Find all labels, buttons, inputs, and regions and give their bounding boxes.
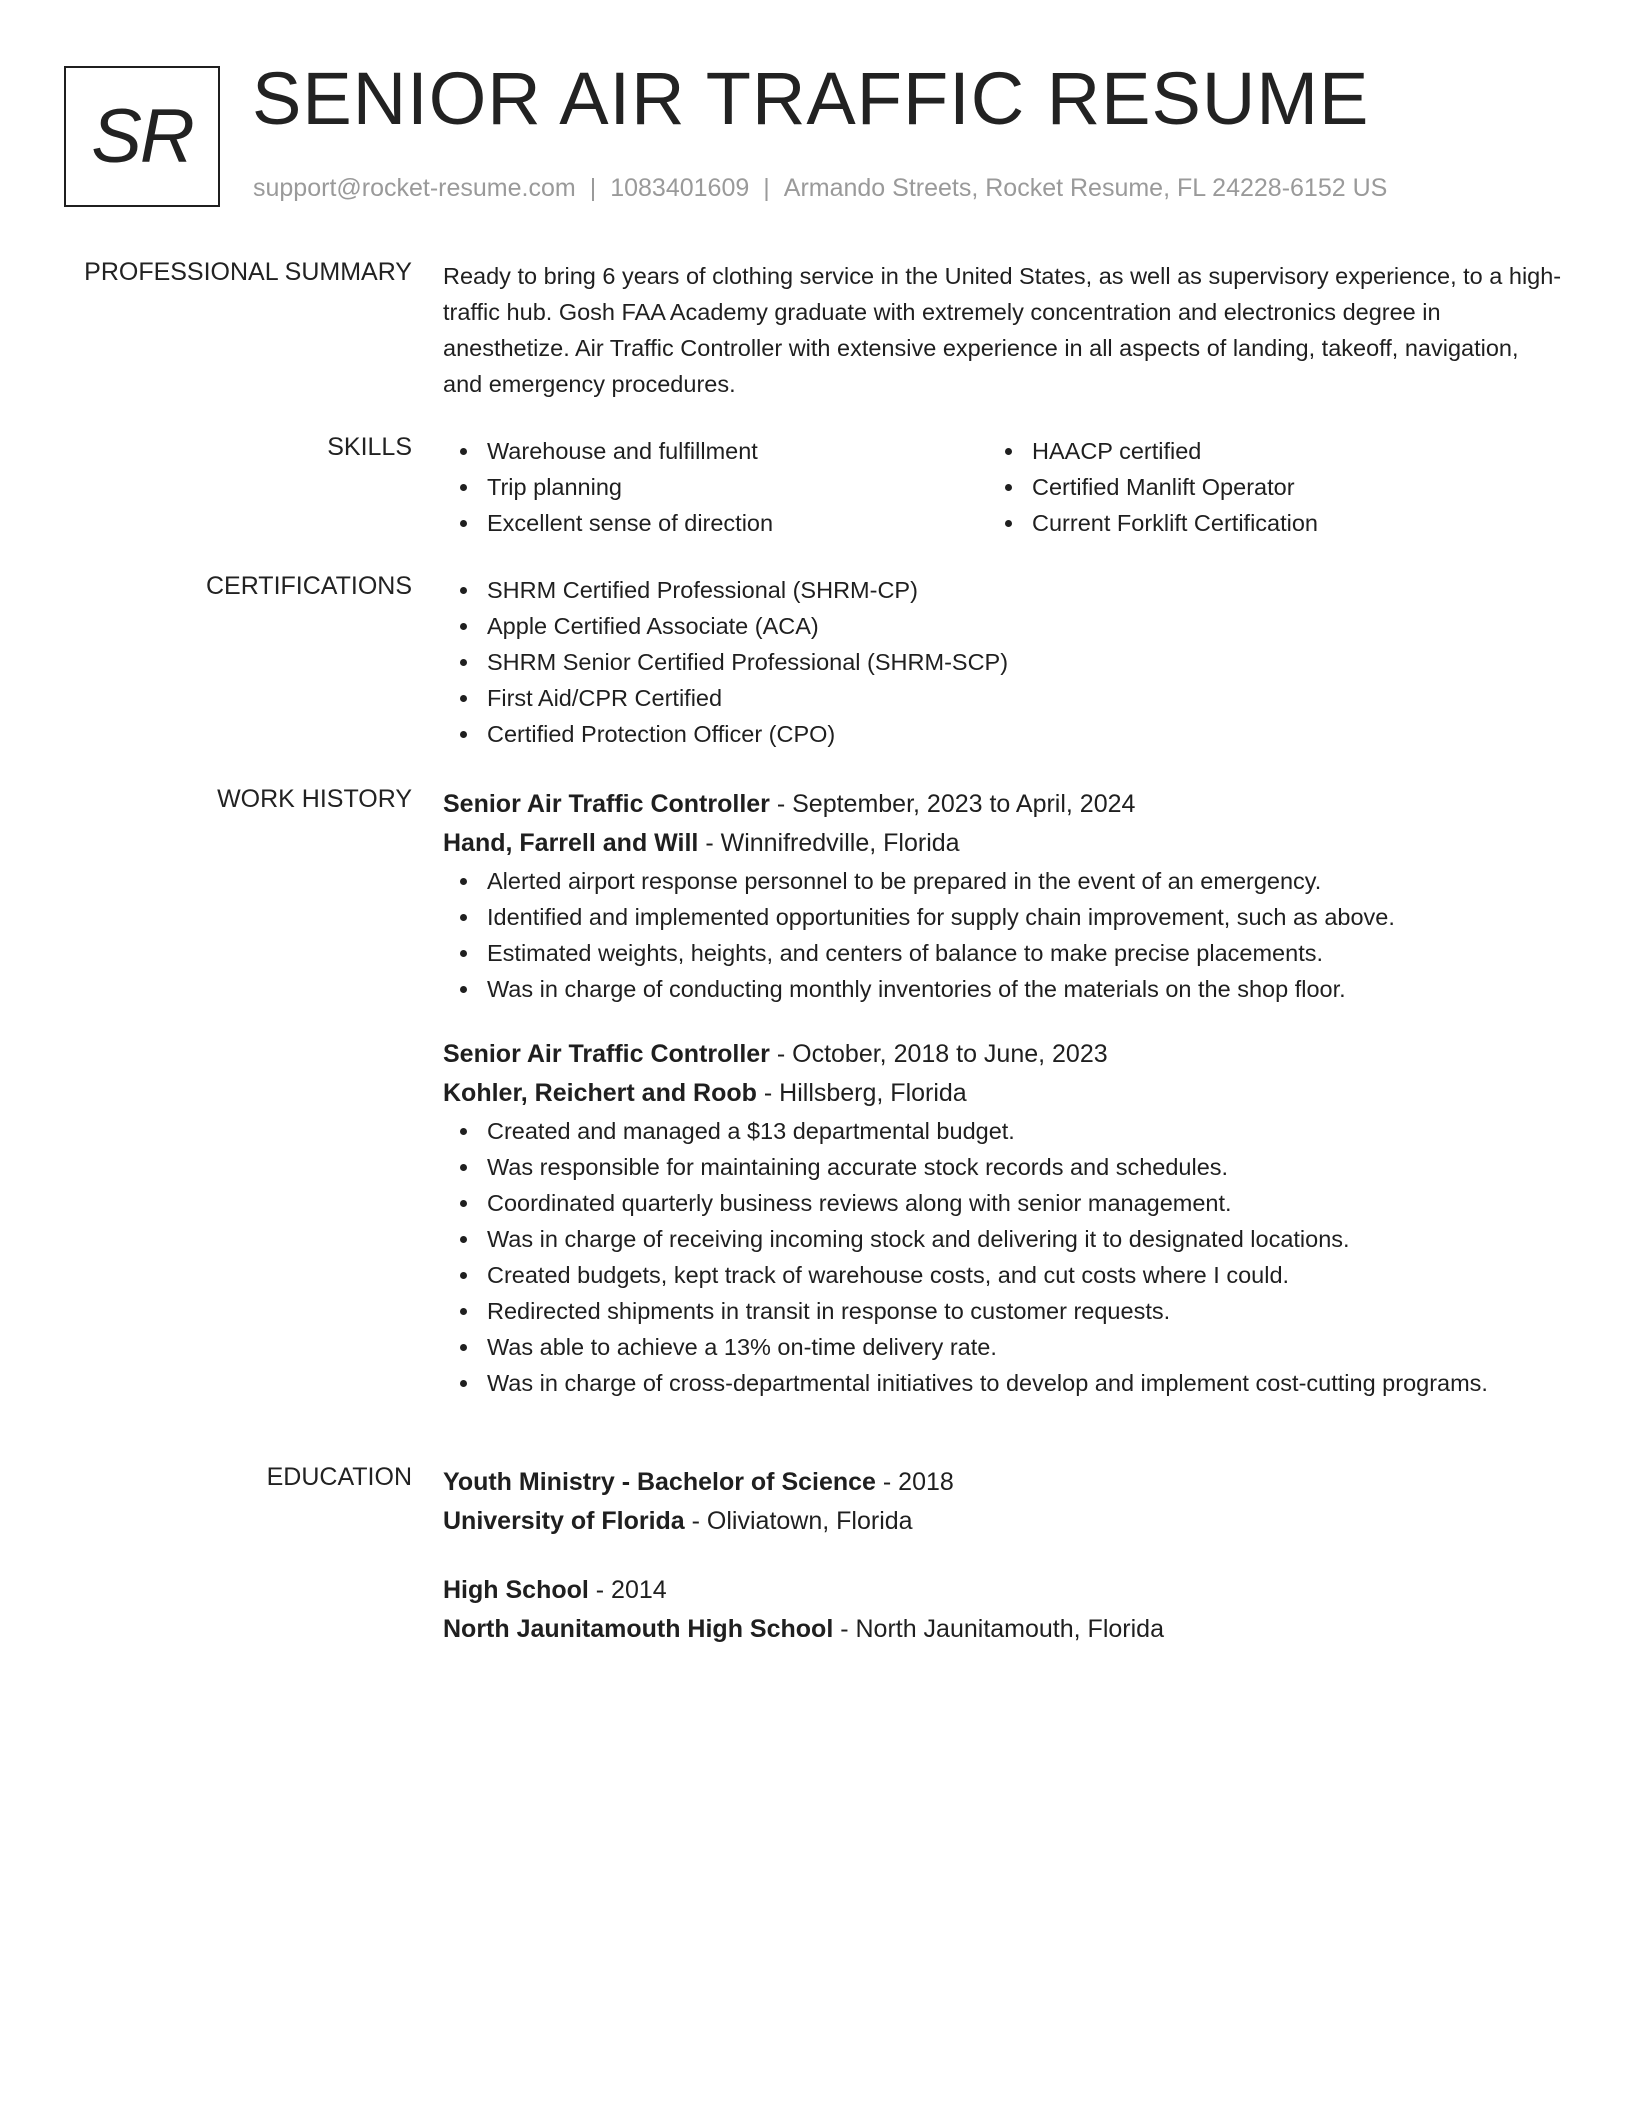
list-item: Created and managed a $13 departmental budget. [443,1113,1563,1149]
section-label-education: EDUCATION [266,1463,412,1491]
list-item: Current Forklift Certification [988,505,1533,541]
education-year: - 2014 [588,1576,667,1604]
education-year: - 2018 [875,1468,954,1496]
list-item: Apple Certified Associate (ACA) [443,608,1563,644]
monogram-initials: SR [91,94,193,179]
list-item: Certified Manlift Operator [988,469,1533,505]
job-entry [443,785,1563,1007]
list-item: Identified and implemented opportunities for supply chain improvement, such as above. [443,899,1563,935]
education-school: North Jaunitamouth High School [443,1615,834,1643]
list-item: Was responsible for maintaining accurate stock records and schedules. [443,1149,1563,1185]
resume-title: SENIOR AIR TRAFFIC RESUME [252,57,1370,140]
list-item: Was able to achieve a 13% on-time delivery rate. [443,1329,1563,1365]
job-company: Kohler, Reichert and Roob [443,1079,757,1107]
certifications-list [443,572,1563,752]
education-location: - Oliviatown, Florida [684,1507,913,1535]
education-school: University of Florida [443,1507,685,1535]
job-entry [443,1035,1563,1401]
job-company-line [443,1074,1563,1113]
summary-text: Ready to bring 6 years of clothing service in the United States, as well as supervisory experience, to a high-traffic hub. Gosh FAA Academy graduate with extremely concentration and electronics degree in anesthetize. Air Traffic Controller with extensive experience in all aspects of landing, takeoff, navigation, and emergency procedures. [443,263,1562,397]
list-item: Redirected shipments in transit in response to customer requests. [443,1293,1563,1329]
list-item: Was in charge of receiving incoming stock and delivering it to designated locations. [443,1221,1563,1257]
job-company-line [443,824,1563,863]
list-item: Coordinated quarterly business reviews along with senior management. [443,1185,1563,1221]
job-bullets [443,1113,1563,1401]
contact-line [253,174,1387,203]
certifications-body [443,572,1563,752]
list-item: Was in charge of conducting monthly inventories of the materials on the shop floor. [443,971,1563,1007]
list-item: First Aid/CPR Certified [443,680,1563,716]
job-bullets [443,863,1563,1007]
job-location: - Hillsberg, Florida [756,1079,967,1107]
list-item: Was in charge of cross-departmental initiatives to develop and implement cost-cutting programs. [443,1365,1563,1401]
section-label-skills: SKILLS [327,433,412,461]
education-school-line [443,1610,1563,1649]
list-item: Alerted airport response personnel to be prepared in the event of an emergency. [443,863,1563,899]
section-label-work: WORK HISTORY [217,785,412,813]
job-company: Hand, Farrell and Will [443,829,699,857]
education-entry [443,1571,1563,1649]
monogram-badge [64,66,220,207]
contact-phone[interactable]: 1083401609 [610,174,750,202]
section-label-certifications: CERTIFICATIONS [205,572,412,600]
list-item: Excellent sense of direction [443,505,988,541]
education-entry [443,1463,1563,1541]
list-item: SHRM Senior Certified Professional (SHRM-SCP) [443,644,1563,680]
education-degree: High School [443,1576,589,1604]
job-title: Senior Air Traffic Controller [443,1040,770,1068]
education-body [443,1463,1563,1649]
job-title-line [443,785,1563,824]
education-school-line [443,1502,1563,1541]
education-degree-line [443,1571,1563,1610]
list-item: HAACP certified [988,433,1533,469]
list-item: SHRM Certified Professional (SHRM-CP) [443,572,1563,608]
list-item: Trip planning [443,469,988,505]
job-dates: - October, 2018 to June, 2023 [769,1040,1108,1068]
education-degree: Youth Ministry - Bachelor of Science [443,1468,876,1496]
skills-grid [443,433,1563,541]
contact-separator: | [763,174,770,202]
contact-email[interactable]: support@rocket-resume.com [253,174,576,202]
list-item: Warehouse and fulfillment [443,433,988,469]
list-item: Created budgets, kept track of warehouse costs, and cut costs where I could. [443,1257,1563,1293]
contact-separator: | [589,174,597,202]
list-item: Estimated weights, heights, and centers of balance to make precise placements. [443,935,1563,971]
summary-body [443,258,1563,402]
education-degree-line [443,1463,1563,1502]
job-title-line [443,1035,1563,1074]
education-location: - North Jaunitamouth, Florida [833,1615,1164,1643]
list-item: Certified Protection Officer (CPO) [443,716,1563,752]
contact-address: Armando Streets, Rocket Resume, FL 24228-6152 US [783,174,1388,202]
skills-list-right [988,433,1533,541]
job-dates: - September, 2023 to April, 2024 [769,790,1136,818]
section-label-summary: PROFESSIONAL SUMMARY [84,258,412,286]
skills-list-left [443,433,988,541]
job-title: Senior Air Traffic Controller [443,790,770,818]
job-location: - Winnifredville, Florida [698,829,960,857]
work-body [443,785,1563,1401]
